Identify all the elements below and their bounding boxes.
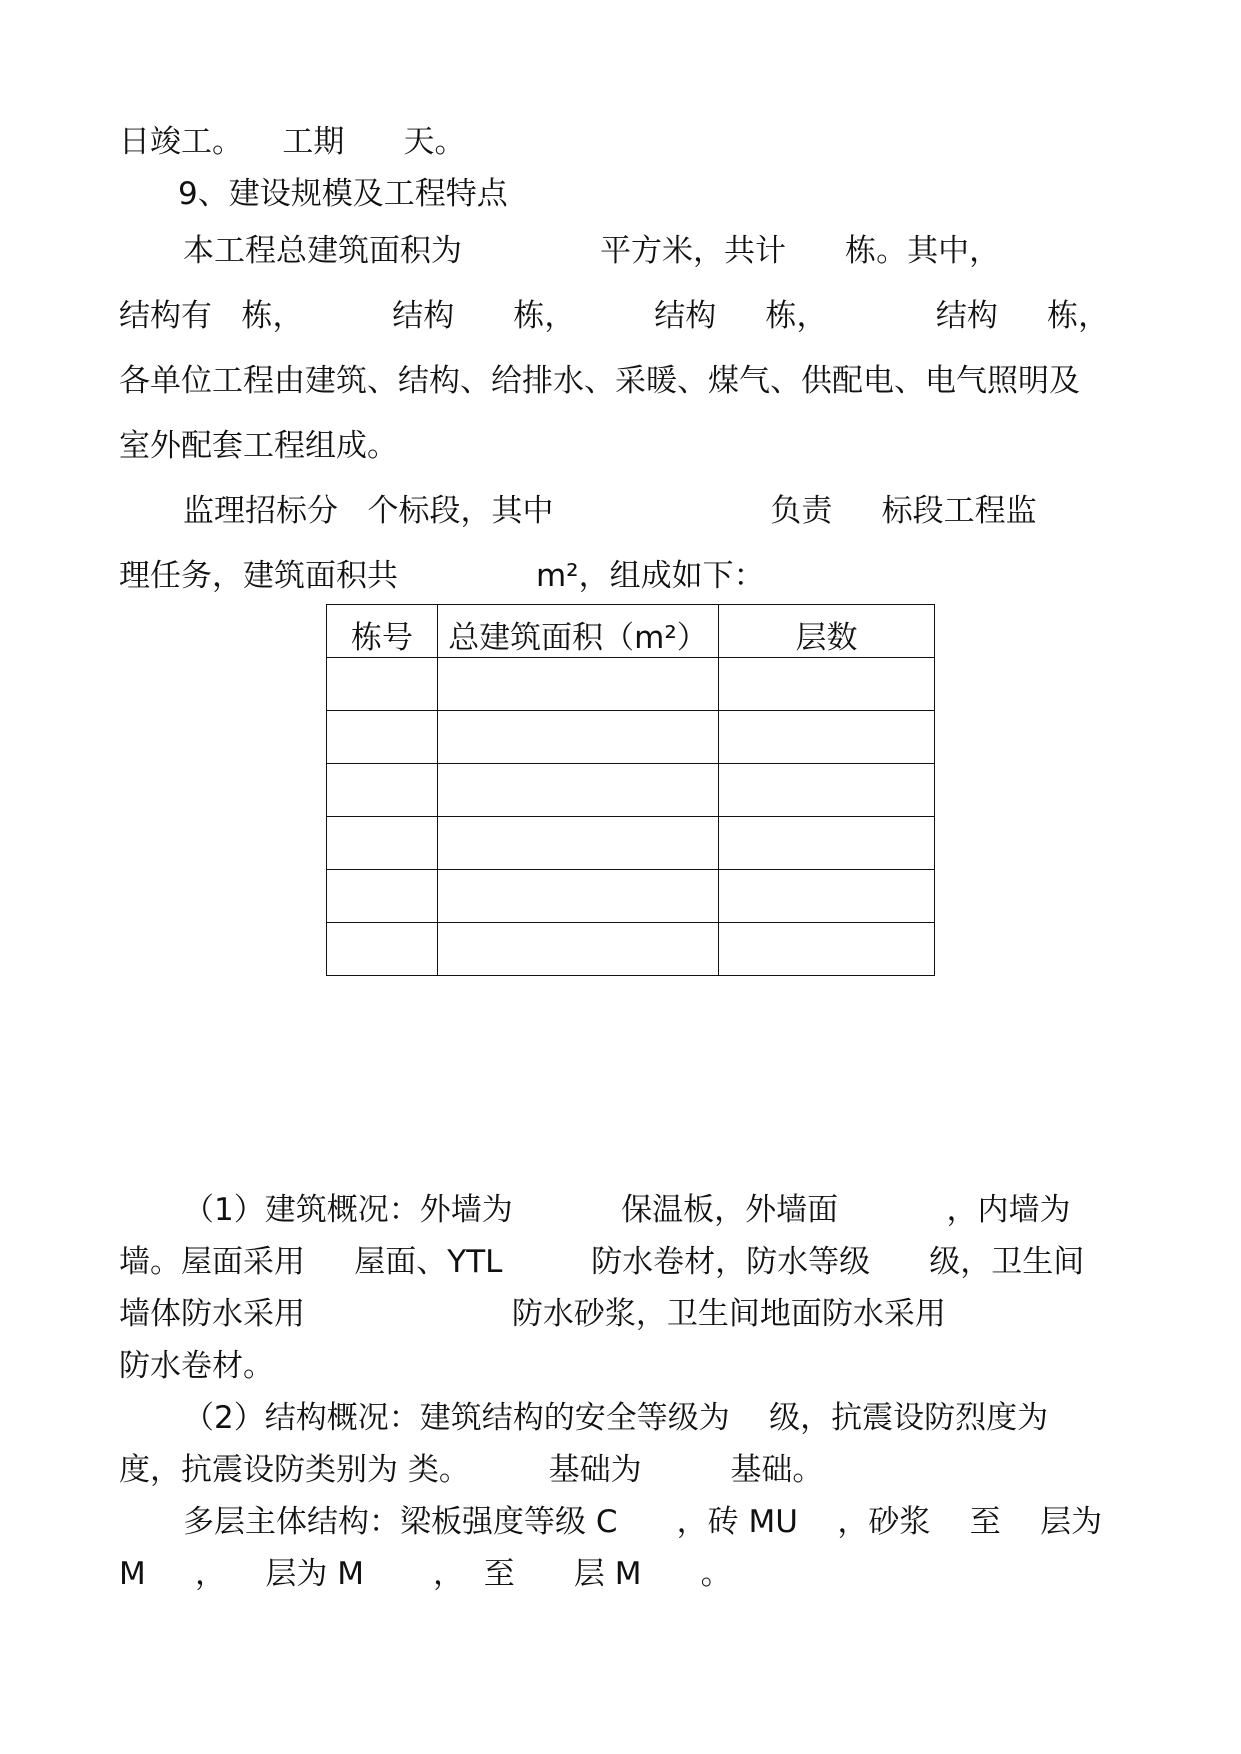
- table-cell: [327, 711, 438, 764]
- architecture-paragraph-line-3: 墙体防水采用 防水砂浆，卫生间地面防水采用: [119, 1296, 946, 1332]
- table-row: [327, 711, 935, 764]
- table-row: [327, 870, 935, 923]
- table-row: [327, 764, 935, 817]
- table-cell: [438, 923, 719, 976]
- table-cell: [438, 711, 719, 764]
- scale-paragraph-line-3: 各单位工程由建筑、结构、给排水、采暖、煤气、供配电、电气照明及: [119, 363, 1080, 399]
- section-9-heading: 9、建设规模及工程特点: [178, 176, 508, 212]
- table-cell: [438, 658, 719, 711]
- tender-paragraph-line-2: 理任务，建筑面积共 m²，组成如下：: [119, 558, 765, 594]
- scale-paragraph-line-2: 结构有 栋， 结构 栋， 结构 栋， 结构 栋，: [119, 298, 1110, 334]
- architecture-paragraph-line-4: 防水卷材。: [119, 1348, 274, 1384]
- structure-paragraph-line-1: （2）结构概况：建筑结构的安全等级为 级，抗震设防烈度为: [183, 1400, 1049, 1436]
- scale-paragraph-line-4: 室外配套工程组成。: [119, 428, 398, 464]
- building-area-table: [326, 604, 935, 976]
- table-cell: [719, 870, 935, 923]
- table-cell: [327, 870, 438, 923]
- table-header-row: [327, 605, 935, 658]
- completion-text: 日竣工。 工期 天。: [119, 124, 466, 160]
- multistory-paragraph-line-2: M ， 层为 M ， 至 层 M 。: [119, 1556, 732, 1592]
- structure-paragraph-line-2: 度，抗震设防类别为 类。 基础为 基础。: [119, 1452, 824, 1488]
- table-cell: [438, 764, 719, 817]
- table-cell: [327, 764, 438, 817]
- table-cell: [327, 817, 438, 870]
- table-cell: [327, 658, 438, 711]
- table-row: [327, 923, 935, 976]
- table-cell: [719, 658, 935, 711]
- table-cell: [719, 923, 935, 976]
- table-cell: [719, 764, 935, 817]
- table-row: [327, 658, 935, 711]
- header-floors: 层数: [719, 605, 935, 658]
- table-cell: [327, 923, 438, 976]
- multistory-paragraph-line-1: 多层主体结构：梁板强度等级 C ，砖 MU ，砂浆 至 层为: [183, 1504, 1103, 1540]
- header-total-area: 总建筑面积（m²）: [438, 605, 719, 658]
- architecture-paragraph-line-1: （1）建筑概况：外墙为 保温板，外墙面 ，内墙为: [183, 1192, 1071, 1228]
- table-cell: [719, 711, 935, 764]
- table-row: [327, 817, 935, 870]
- table-cell: [438, 870, 719, 923]
- table-cell: [719, 817, 935, 870]
- architecture-paragraph-line-2: 墙。屋面采用 屋面、YTL 防水卷材，防水等级 级，卫生间: [119, 1244, 1085, 1280]
- header-building-no: 栋号: [327, 605, 438, 658]
- tender-paragraph-line-1: 监理招标分 个标段，其中 负责 标段工程监: [183, 493, 1037, 529]
- scale-paragraph-line-1: 本工程总建筑面积为 平方米，共计 栋。其中，: [183, 233, 1001, 269]
- table-cell: [438, 817, 719, 870]
